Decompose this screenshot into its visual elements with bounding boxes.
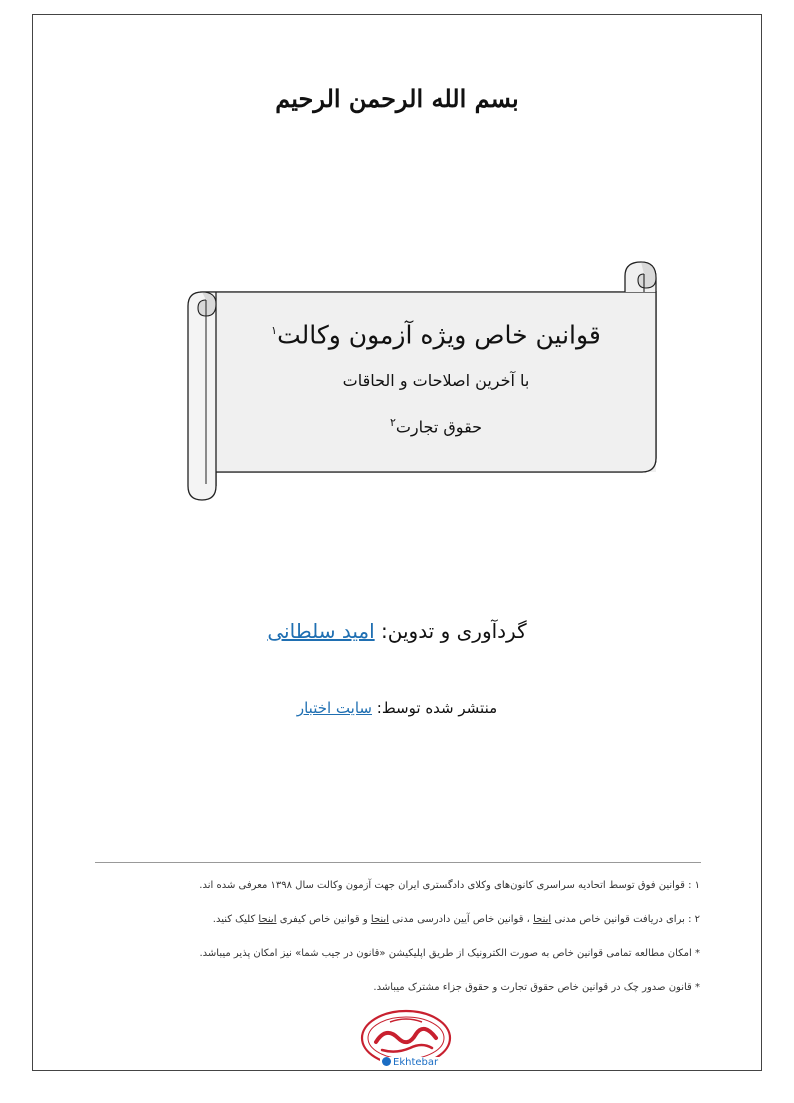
criminal-laws-link[interactable]: اینجا <box>258 914 277 925</box>
document-topic <box>216 409 656 441</box>
document-title-text: قوانین خاص ویژه آزمون وکالت <box>277 320 601 350</box>
basmala-heading: بسم الله الرحمن الرحیم <box>275 84 519 113</box>
compiler-label: گردآوری و تدوین: <box>381 619 527 643</box>
civil-procedure-laws-link[interactable]: اینجا <box>370 914 389 925</box>
document-topic-text: حقوق تجارت <box>395 417 483 437</box>
publisher-site-link[interactable]: سایت اختبار <box>296 699 372 717</box>
publisher-credit <box>0 695 794 721</box>
footnotes <box>100 876 700 1012</box>
footnote-ref-1: ۱ <box>271 324 278 337</box>
document-subtitle: با آخرین اصلاحات و الحاقات <box>342 371 530 390</box>
telegram-icon <box>382 1057 391 1066</box>
publisher-label: منتشر شده توسط: <box>376 699 498 717</box>
footnote-1: ۱ : قوانین فوق توسط اتحادیه سراسری کانون‌های وکلای دادگستری ایران جهت آزمون وکالت سال ۱۳۹۸ معرفی شده اند. <box>199 880 700 891</box>
footnote-2-text-a: ۲ : برای دریافت قوانین خاص مدنی <box>554 914 700 925</box>
footnote-2 <box>100 910 700 944</box>
footnote-3: * امکان مطالعه تمامی قوانین خاص به صورت الکترونیک از طریق اپلیکیشن «قانون در جیب شما» نیز امکان پذیر میباشد. <box>199 948 700 959</box>
compiler-credit <box>0 615 794 647</box>
telegram-handle[interactable] <box>380 1057 440 1069</box>
document-title <box>216 313 656 353</box>
footnote-2-text-c: و قوانین خاص کیفری <box>279 914 368 925</box>
footnote-2-text-d: کلیک کنید. <box>212 914 256 925</box>
telegram-handle-text: Ekhtebar <box>393 1057 439 1068</box>
compiler-name-link[interactable]: امید سلطانی <box>267 619 375 643</box>
footnote-ref-2: ۲ <box>389 416 396 429</box>
civil-laws-link[interactable]: اینجا <box>533 914 552 925</box>
footnote-4: * قانون صدور چک در قوانین خاص حقوق تجارت و حقوق جزاء مشترک میباشد. <box>373 982 700 993</box>
footnote-divider <box>95 862 701 863</box>
footnote-2-text-b: ، قوانین خاص آیین دادرسی مدنی <box>392 914 530 925</box>
